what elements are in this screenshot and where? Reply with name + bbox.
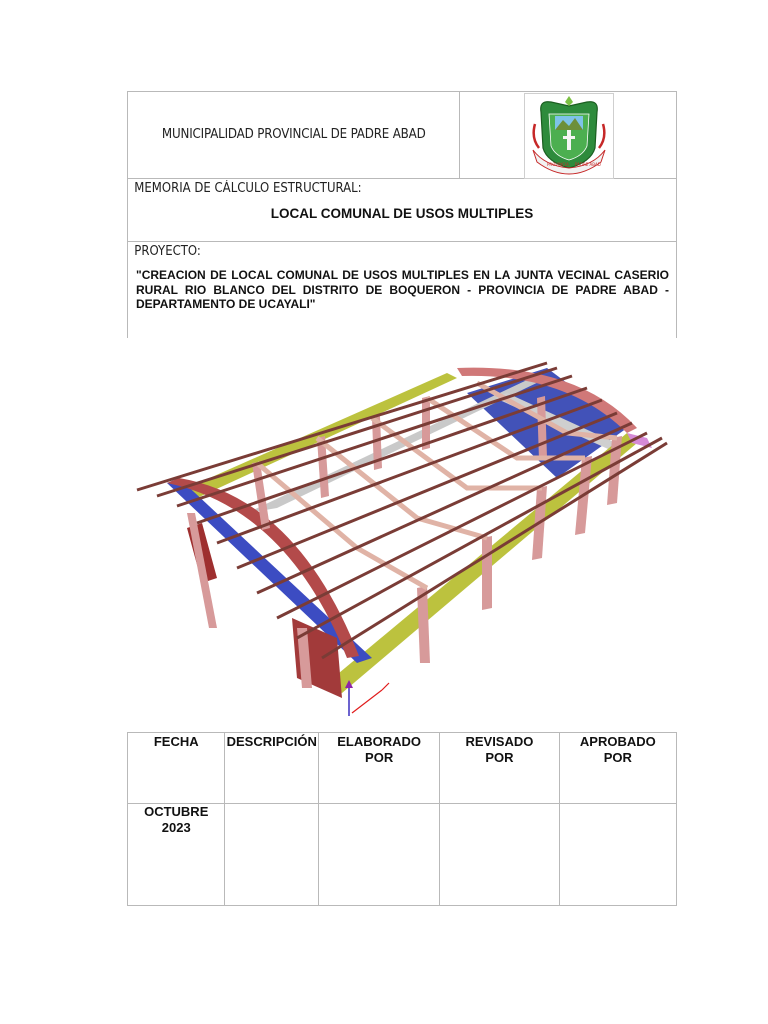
municipality-cell [128,92,460,179]
project-cell [128,242,677,339]
signature-table [127,732,677,906]
project-description: "CREACION DE LOCAL COMUNAL DE USOS MULTIPLES EN LA JUNTA VECINAL CASERIO RURAL RIO BLANCO DEL DISTRITO DE BOQUERON - PROVINCIA DE PADRE ABAD - DEPARTAMENTO DE UCAYALI" [136,268,669,311]
structural-3d-model-image [127,338,677,733]
descripcion-header: DESCRIPCIÓN [225,733,319,804]
fecha-header: FECHA [128,733,225,804]
coat-of-arms-icon [525,94,613,178]
memoria-title: LOCAL COMUNAL DE USOS MULTIPLES [270,206,534,221]
memoria-cell [128,179,677,242]
fecha-value: OCTUBRE 2023 [128,804,225,906]
proyecto-label: PROYECTO: [134,244,201,259]
logo-cell [460,92,677,179]
municipal-coat-of-arms-logo [524,93,614,179]
elaborado-header: ELABORADO POR [319,733,440,804]
revisado-value [440,804,559,906]
revisado-header: REVISADO POR [440,733,559,804]
logo-ribbon-right: PADRE ABAD [575,162,602,167]
elaborado-value [319,804,440,906]
logo-ribbon-left: PROVINCIA [547,162,570,167]
descripcion-value [225,804,319,906]
memoria-label: MEMORIA DE CÁLCULO ESTRUCTURAL: [134,181,362,196]
cover-header-table [127,91,677,338]
municipality-name: MUNICIPALIDAD PROVINCIAL DE PADRE ABAD [161,126,426,142]
aprobado-value [559,804,676,906]
aprobado-header: APROBADO POR [559,733,676,804]
